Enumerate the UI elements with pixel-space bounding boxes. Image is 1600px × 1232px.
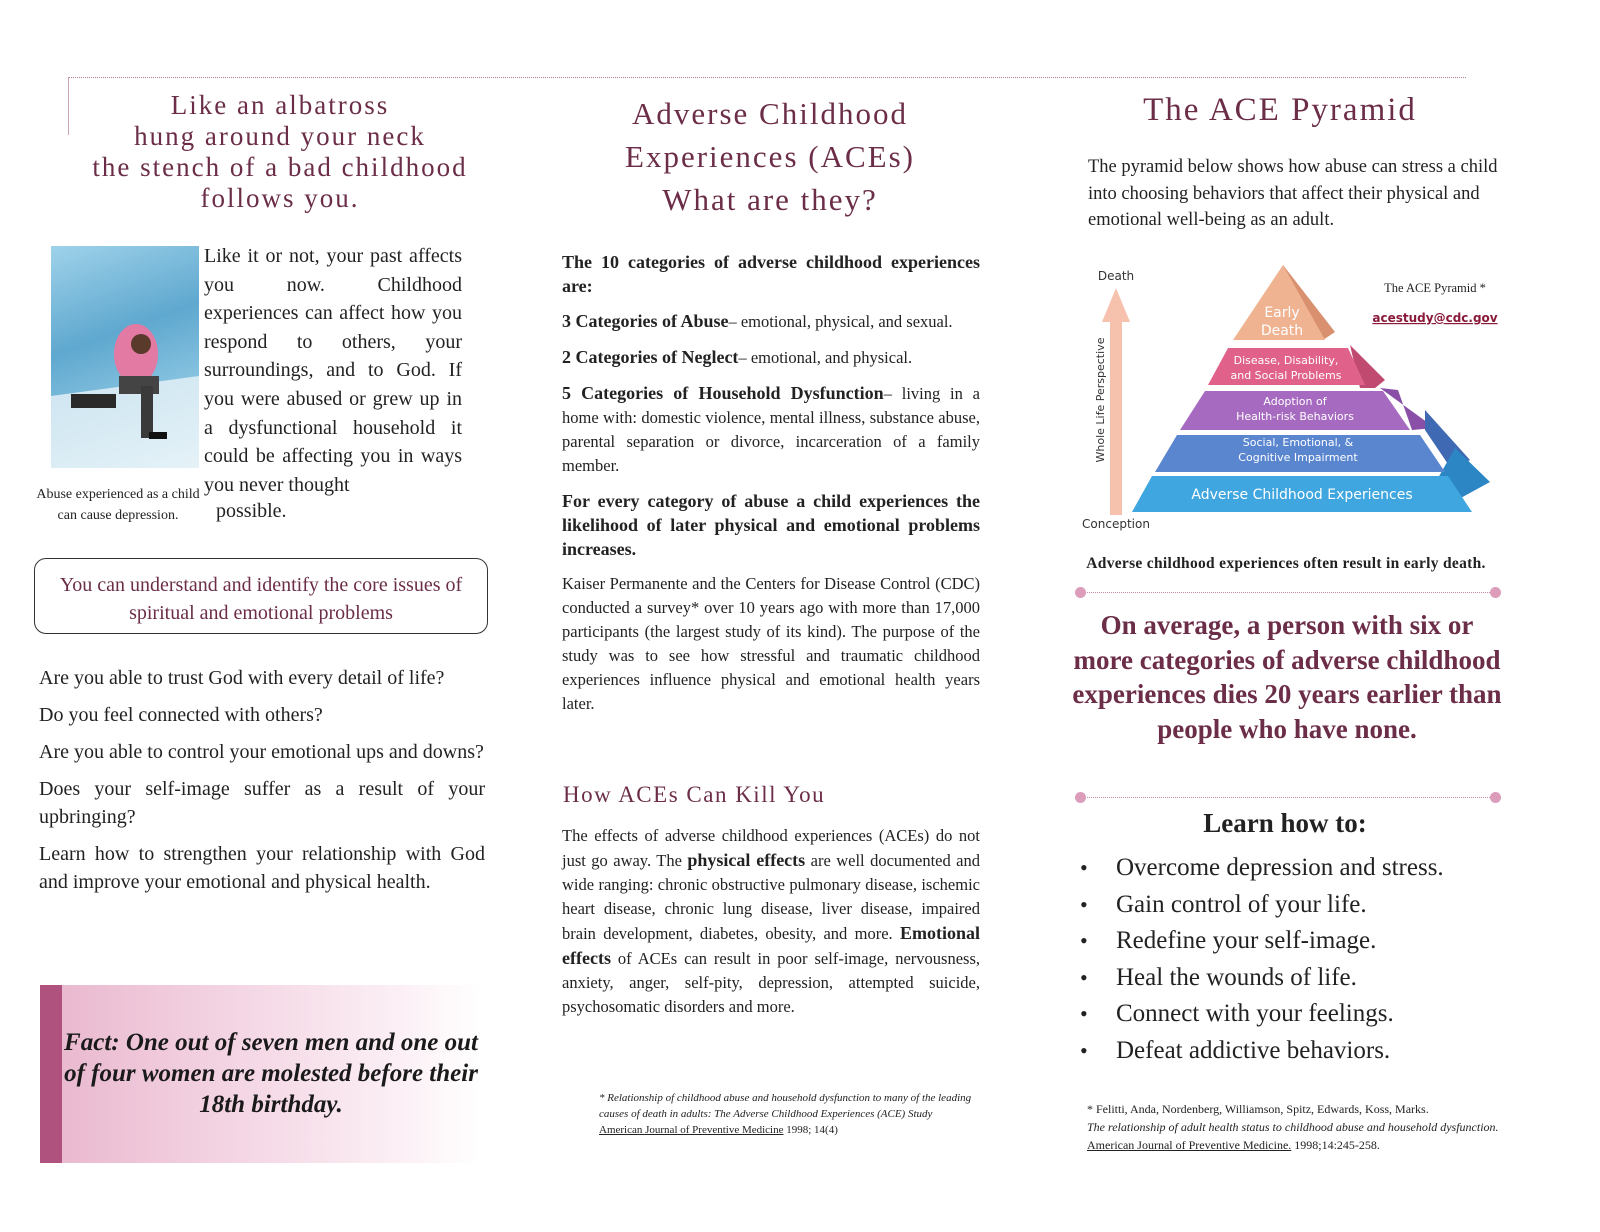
footnote-felitti bbox=[1087, 1100, 1517, 1154]
axis-top-label: Death bbox=[1097, 269, 1135, 283]
journal-ref: 1998;14:245-258. bbox=[1291, 1138, 1380, 1152]
category-household bbox=[562, 381, 980, 478]
title-line: hung around your neck bbox=[134, 121, 426, 151]
learn-item: • Defeat addictive behaviors. bbox=[1080, 1033, 1510, 1070]
divider-dot bbox=[1075, 587, 1086, 598]
fact-accent-bar bbox=[40, 985, 62, 1163]
axis-bottom-label: Conception bbox=[1082, 517, 1150, 531]
level-text: Cognitive Impairment bbox=[1238, 451, 1358, 464]
divider bbox=[1080, 592, 1496, 594]
category-neglect bbox=[562, 345, 980, 370]
level-text: and Social Problems bbox=[1230, 369, 1342, 382]
top-rule bbox=[68, 77, 1466, 78]
fact-text: Fact: One out of seven men and one out of four women are molested before their 18th birthday. bbox=[64, 1029, 478, 1118]
level-text: Health-risk Behaviors bbox=[1236, 410, 1354, 423]
depressed-man-photo bbox=[51, 246, 199, 468]
survey-paragraph: Kaiser Permanente and the Centers for Disease Control (CDC) conducted a survey* over 10 years ago with more than 17,000 participants (the largest study of its kind). The purpose of the study was to see how stressful and traumatic childhood experiences influence physical and emotional health years later. bbox=[562, 574, 980, 713]
text: The effects of adverse childhood experiences (ACEs) do not just go away. The bbox=[562, 826, 980, 870]
question: Are you able to control your emotional ups and downs? bbox=[39, 741, 484, 763]
title-line: Like an albatross bbox=[170, 90, 390, 120]
panel2-title bbox=[560, 92, 980, 221]
journal-name: American Journal of Preventive Medicine bbox=[599, 1124, 784, 1136]
text: of ACEs can result in poor self-image, nervousness, anxiety, anger, self-pity, depression, attempted suicide, psychosomatic disorders and more. bbox=[562, 949, 980, 1016]
title-line: What are they? bbox=[662, 182, 878, 217]
divider-dot bbox=[1490, 792, 1501, 803]
title-line: the stench of a bad childhood bbox=[92, 152, 468, 182]
text: are well documented and wide ranging: chronic obstructive pulmonary disease, ischemic heart disease, chronic lung disease, liver disease, impaired brain development, diabetes, obesity, and more. bbox=[562, 851, 981, 943]
title-line: Adverse Childhood bbox=[632, 96, 908, 131]
fact-box bbox=[40, 985, 480, 1163]
learn-list bbox=[1080, 850, 1510, 1069]
cdc-email-link[interactable]: acestudy@cdc.gov bbox=[1372, 311, 1498, 325]
divider-dot bbox=[1075, 792, 1086, 803]
journal-ref: 1998; 14(4) bbox=[783, 1124, 838, 1136]
questions-list bbox=[39, 664, 485, 905]
likelihood-statement: For every category of abuse a child experiences the likelihood of later physical and emotional problems increases. bbox=[562, 491, 980, 559]
learn-item: • Overcome depression and stress. bbox=[1080, 850, 1510, 887]
pyramid-label: The ACE Pyramid * bbox=[1384, 281, 1486, 295]
divider bbox=[1080, 797, 1496, 799]
category-name: 3 Categories of Abuse bbox=[562, 311, 729, 331]
category-name: 5 Categories of Household Dysfunction bbox=[562, 383, 884, 403]
title-line: Experiences (ACEs) bbox=[625, 139, 915, 174]
divider-dot bbox=[1490, 587, 1501, 598]
question: Are you able to trust God with every detail of life? bbox=[39, 667, 445, 689]
photo-caption: Abuse experienced as a child can cause depression. bbox=[36, 487, 200, 523]
question: Do you feel connected with others? bbox=[39, 704, 323, 726]
category-abuse bbox=[562, 309, 980, 334]
categories-lead: The 10 categories of adverse childhood experiences are: bbox=[562, 252, 980, 296]
bold-text: physical effects bbox=[687, 850, 806, 870]
pyramid-intro: The pyramid below shows how abuse can stress a child into choosing behaviors that affect their physical and emotional well-being as an adult. bbox=[1088, 157, 1498, 230]
learn-title: Learn how to: bbox=[1203, 808, 1367, 838]
panel1-title bbox=[60, 90, 500, 214]
level-text: Adverse Childhood Experiences bbox=[1191, 487, 1413, 503]
level-text: Disease, Disability, bbox=[1233, 354, 1339, 367]
intro-paragraph-end: possible. bbox=[216, 500, 287, 522]
journal-name: American Journal of Preventive Medicine. bbox=[1087, 1138, 1292, 1152]
early-death-statistic: On average, a person with six or more categories of adverse childhood experiences dies 20 years earlier than people who have none. bbox=[1072, 610, 1502, 744]
learn-item: • Gain control of your life. bbox=[1080, 887, 1510, 924]
pyramid-caption: Adverse childhood experiences often result in early death. bbox=[1086, 555, 1486, 572]
question: Does your self-image suffer as a result of your upbringing? bbox=[39, 778, 485, 828]
category-desc: – living in a home with: domestic violence, mental illness, substance abuse, parental separation or divorce, incarceration of a family member. bbox=[562, 384, 980, 475]
footnote-authors: * Felitti, Anda, Nordenberg, Williamson, Spitz, Edwards, Koss, Marks. bbox=[1087, 1102, 1429, 1116]
core-issues-callout: You can understand and identify the core issues of spiritual and emotional problems bbox=[34, 558, 488, 634]
aces-description bbox=[562, 250, 980, 727]
kill-paragraph bbox=[562, 824, 980, 1019]
learn-item: • Connect with your feelings. bbox=[1080, 996, 1510, 1033]
level-text: Death bbox=[1260, 323, 1304, 339]
footnote-study bbox=[599, 1090, 979, 1138]
axis-label: Whole Life Perspective bbox=[1094, 337, 1107, 463]
category-desc: – emotional, and physical. bbox=[738, 348, 913, 367]
question: Learn how to strengthen your relationship with God and improve your emotional and physical health. bbox=[39, 843, 485, 893]
footnote-title: * Relationship of childhood abuse and household dysfunction to many of the leading causes of death in adults: The Adverse Childhood Experiences (ACE) Study bbox=[599, 1092, 972, 1120]
level-text: Early bbox=[1264, 305, 1300, 321]
ace-pyramid-figure bbox=[1080, 260, 1500, 540]
level-text: Adoption of bbox=[1263, 395, 1327, 408]
bold-text: Emotional effects bbox=[562, 923, 980, 968]
intro-paragraph: Like it or not, your past affects you now. Childhood experiences can affect how you respond to others, your surroundings, and to God. If you were abused or grew up in a dysfunctional household it could be affecting you in ways you never thought bbox=[204, 245, 462, 496]
panel3-title: The ACE Pyramid bbox=[1143, 92, 1417, 128]
category-desc: – emotional, physical, and sexual. bbox=[728, 312, 953, 331]
learn-item: • Redefine your self-image. bbox=[1080, 923, 1510, 960]
learn-item: • Heal the wounds of life. bbox=[1080, 960, 1510, 997]
kill-section-title: How ACEs Can Kill You bbox=[563, 782, 826, 807]
footnote-title: The relationship of adult health status to childhood abuse and household dysfunction. bbox=[1087, 1120, 1499, 1134]
title-line: follows you. bbox=[200, 183, 360, 213]
category-name: 2 Categories of Neglect bbox=[562, 347, 739, 367]
level-text: Social, Emotional, & bbox=[1242, 436, 1354, 449]
